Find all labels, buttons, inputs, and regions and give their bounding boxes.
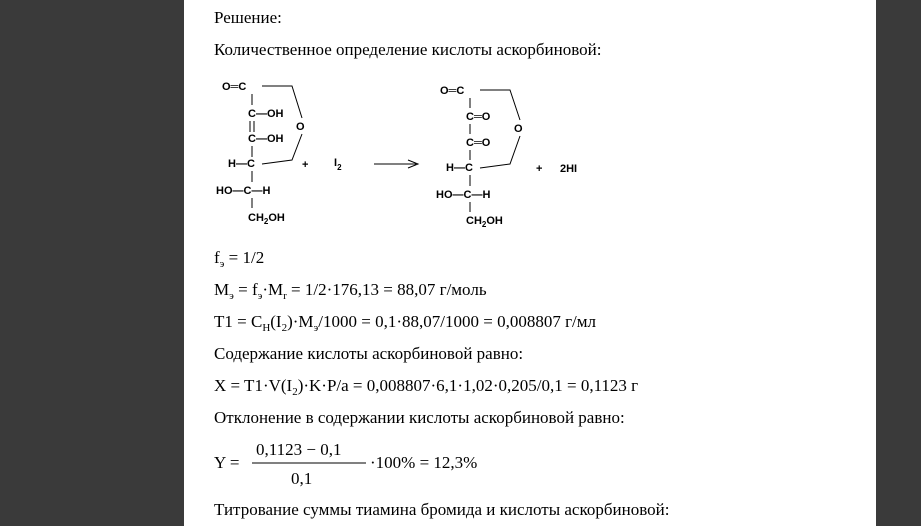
document-page [184, 0, 876, 526]
dehydroascorbic-acid-structure [436, 85, 523, 229]
equivalence-factor: $f_э = 1/2$ [214, 248, 265, 270]
reactant-top: O═C [222, 81, 247, 93]
formula-rhs: ·100% = 12,3% [370, 453, 478, 472]
reactant-c6: $CH_2OH$ [248, 212, 285, 226]
reactant-ring-o: O [296, 121, 305, 133]
formula-denominator: 0,1 [291, 469, 313, 488]
subheading: Количественное определение кислоты аскорбиновой: [214, 40, 602, 59]
product-c5: HO—C—H [436, 189, 491, 201]
solution-heading: Решение: [214, 8, 282, 27]
product-c2: C═O [466, 111, 491, 123]
hydrogen-iodide: 2HI [560, 163, 578, 175]
formula-lhs: Y = [214, 453, 240, 472]
plus-sign-2: + [536, 163, 543, 175]
reactant-c5: HO—C—H [216, 185, 271, 197]
deviation-label: Отклонение в содержании кислоты аскорбиновой равно: [214, 408, 625, 427]
formula-numerator: 0,1123 − 0,1 [256, 440, 342, 459]
next-section-text: Титрование суммы тиамина бромида и кислоты аскорбиновой: [214, 500, 670, 519]
reactant-c2: C—OH [248, 108, 284, 120]
iodine-reagent: $I_2$ [334, 157, 342, 172]
product-c3: C═O [466, 137, 491, 149]
reactant-c3: C—OH [248, 133, 284, 145]
product-top: O═C [440, 85, 465, 97]
product-ring-o: O [514, 123, 523, 135]
content-equation: $X = T1\cdot V(I_2)\cdot K\cdot P/a = 0,008807\cdot 6,1\cdot 1,02\cdot 0,205/0,1 = 0,1123$ г [214, 376, 639, 398]
product-c4: H—C [446, 162, 473, 174]
plus-sign-1: + [302, 159, 309, 171]
ascorbic-acid-structure [216, 81, 305, 226]
reactant-c4: H—C [228, 158, 255, 170]
reaction-arrow [374, 160, 418, 168]
content-label: Содержание кислоты аскорбиновой равно: [214, 344, 524, 363]
reaction-scheme [204, 70, 624, 230]
equivalent-mass: $M_э = f_э\cdot M_r = 1/2\cdot 176,13 = 88,07$ г/моль [214, 280, 487, 302]
deviation-formula [214, 438, 514, 490]
titer-equation: $T1 = C_H(I_2)\cdot M_э/1000 = 0,1\cdot 88,07/1000 = 0,008807$ г/мл [214, 312, 597, 334]
product-c6: $CH_2OH$ [466, 215, 503, 229]
